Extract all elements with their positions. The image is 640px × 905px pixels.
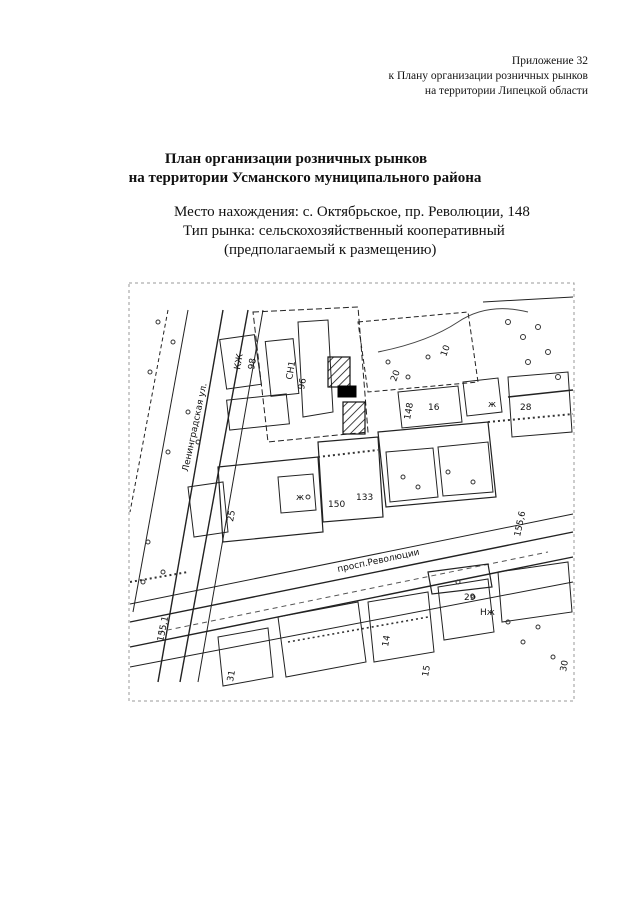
label-31: 31 bbox=[226, 669, 238, 683]
label-96: 96 bbox=[297, 377, 309, 391]
label-elev-1: 155,1 bbox=[156, 615, 172, 643]
appendix-line-2: к Плану организации розничных рынков bbox=[388, 70, 588, 82]
lower-blocks bbox=[218, 562, 572, 686]
label-zh-1: ж bbox=[296, 493, 305, 503]
market-note-text: (предполагаемый к размещению) bbox=[224, 242, 437, 258]
label-133: 133 bbox=[356, 493, 374, 503]
label-98: 98 bbox=[247, 357, 259, 371]
label-148: 148 bbox=[403, 401, 416, 421]
site-plan-map bbox=[128, 282, 575, 702]
street-left-label: Ленинградская ул. bbox=[181, 382, 210, 473]
market-type-text: Тип рынка: сельскохозяйственный кооперативный bbox=[183, 223, 505, 239]
appendix-line-3: на территории Липецкой области bbox=[424, 85, 588, 97]
location-text: Место нахождения: с. Октябрьское, пр. Революции, 148 bbox=[174, 204, 530, 220]
label-150: 150 bbox=[328, 500, 346, 510]
label-nzh: Нж bbox=[480, 608, 495, 618]
document-title bbox=[0, 150, 640, 188]
vegetation-symbols bbox=[141, 320, 561, 660]
right-upper-blocks bbox=[358, 297, 573, 437]
label-20: 20 bbox=[389, 368, 403, 384]
label-29: 29 bbox=[464, 593, 476, 603]
label-zh-2: ж bbox=[488, 400, 497, 410]
market-info bbox=[0, 203, 640, 260]
hatched-building-north bbox=[328, 357, 350, 387]
label-elev-2: 155,6 bbox=[513, 510, 529, 538]
label-25: 25 bbox=[226, 509, 238, 523]
label-sn1: СН1 bbox=[285, 360, 299, 381]
label-16: 16 bbox=[428, 403, 440, 413]
street-main-label: просп.Революции bbox=[336, 547, 421, 575]
market-location-marker bbox=[338, 386, 356, 397]
label-10: 10 bbox=[439, 343, 453, 359]
central-complex bbox=[188, 422, 496, 542]
label-kzh: КЖ bbox=[233, 352, 246, 371]
title-line-1: План организации розничных рынков bbox=[164, 151, 428, 167]
label-14: 14 bbox=[381, 634, 393, 648]
label-30: 30 bbox=[559, 659, 571, 673]
map-frame bbox=[129, 283, 574, 701]
title-line-2: на территории Усманского муниципального района bbox=[128, 170, 482, 186]
appendix-line-1: Приложение 32 bbox=[511, 55, 588, 67]
label-15: 15 bbox=[421, 664, 433, 678]
label-28: 28 bbox=[520, 403, 532, 413]
appendix-header bbox=[389, 54, 588, 99]
hatched-building-south bbox=[343, 402, 365, 434]
